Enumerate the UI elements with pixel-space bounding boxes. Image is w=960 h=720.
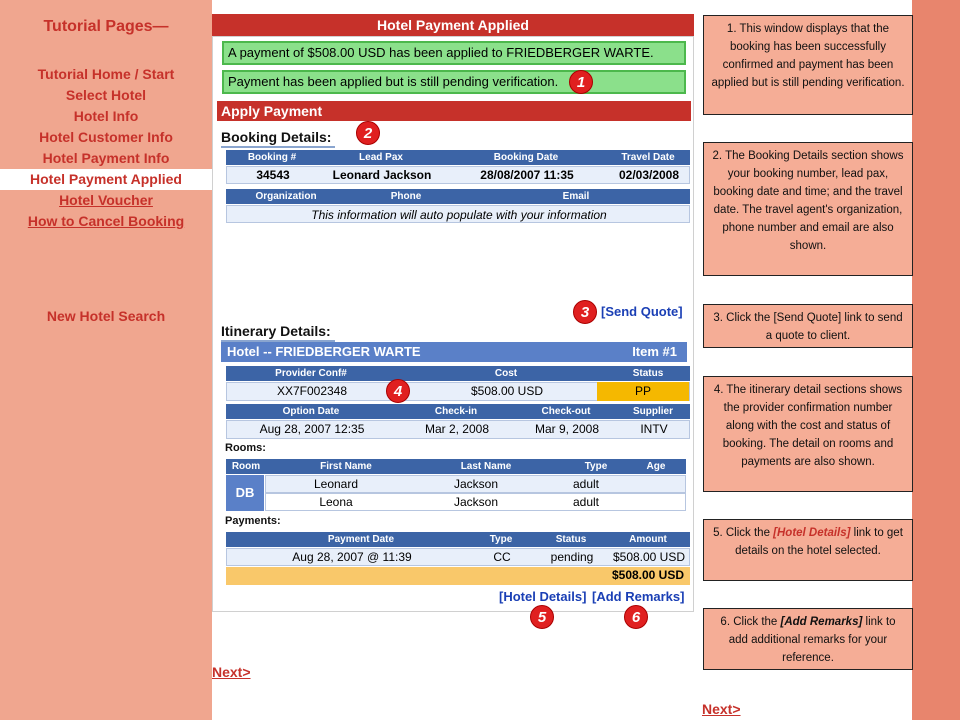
org-header-row — [226, 189, 690, 204]
marker-5: 5 — [530, 605, 554, 629]
hotel-name: Hotel -- FRIEDBERGER WARTE — [227, 344, 421, 359]
item-number: Item #1 — [632, 344, 677, 359]
payment-total-row — [226, 567, 690, 585]
callout-5-text-end: link to get details on the hotel selected. — [735, 527, 903, 557]
payment-type: CC — [493, 550, 511, 564]
booking-value-row — [226, 166, 690, 184]
guest-type: adult — [572, 477, 600, 491]
payment-status-header: Status — [555, 534, 587, 545]
next-link[interactable]: Next> — [212, 664, 251, 680]
payment-date-header: Payment Date — [327, 534, 395, 545]
check-in-header: Check-in — [434, 406, 478, 417]
next-link-right[interactable]: Next> — [702, 701, 741, 717]
supplier: INTV — [640, 422, 668, 436]
marker-2: 2 — [356, 121, 380, 145]
nav-item-hotel-payment-applied[interactable]: Hotel Payment Applied — [0, 169, 212, 190]
nav-item-hotel-payment-info[interactable]: Hotel Payment Info — [42, 150, 170, 166]
travel-date-header: Travel Date — [621, 152, 675, 163]
callout-6 — [703, 608, 913, 670]
callout-5-text: 5. Click the — [713, 527, 774, 539]
nav-item-new-hotel-search[interactable]: New Hotel Search — [46, 308, 166, 324]
first-name-header: First Name — [320, 461, 372, 472]
payment-type-header: Type — [489, 534, 513, 545]
org-note: This information will auto populate with your information — [311, 208, 607, 222]
option-date-header: Option Date — [282, 406, 340, 417]
guest-last-name: Jackson — [453, 495, 499, 509]
payment-applied-message: A payment of $508.00 USD has been applied to FRIEDBERGER WARTE. — [222, 41, 686, 65]
email-header: Email — [562, 191, 590, 202]
callout-4: 4. The itinerary detail sections shows the provider confirmation number along with the cost and status of booking. The detail on rooms and payments are also shown. — [703, 376, 913, 492]
guest-last-name: Jackson — [453, 477, 499, 491]
booking-details-label: Booking Details: — [221, 129, 332, 145]
marker-4: 4 — [386, 379, 410, 403]
guest-first-name: Leonard — [313, 477, 359, 491]
callout-6-text-end: link to add additional remarks for your reference. — [728, 616, 896, 664]
check-in: Mar 2, 2008 — [424, 422, 490, 436]
nav-item-hotel-voucher[interactable]: Hotel Voucher — [59, 192, 153, 208]
marker-6: 6 — [624, 605, 648, 629]
cost: $508.00 USD — [470, 384, 544, 398]
callout-5-link-name: [Hotel Details] — [773, 527, 851, 539]
add-remarks-link[interactable]: [Add Remarks] — [592, 589, 685, 604]
marker-1: 1 — [569, 70, 593, 94]
payment-date: Aug 28, 2007 @ 11:39 — [292, 550, 412, 564]
nav-item-select-hotel[interactable]: Select Hotel — [65, 87, 147, 103]
provider-conf-header: Provider Conf# — [275, 368, 347, 379]
payment-pending-message: Payment has been applied but is still pending verification. — [222, 70, 686, 94]
page-title: Hotel Payment Applied — [212, 14, 694, 36]
phone-header: Phone — [390, 191, 422, 202]
lead-pax: Leonard Jackson — [332, 168, 432, 182]
marker-3: 3 — [573, 300, 597, 324]
nav-item-cancel-booking[interactable]: How to Cancel Booking — [27, 213, 185, 229]
status-header: Status — [632, 368, 664, 379]
callout-1: 1. This window displays that the booking has been successfully confirmed and payment has been applied but is still pending verification. — [703, 15, 913, 115]
rooms-header-row — [226, 459, 686, 474]
callout-6-text: 6. Click the — [720, 616, 781, 628]
travel-date: 02/03/2008 — [618, 168, 680, 182]
age-header: Age — [646, 461, 666, 472]
nav-title: Tutorial Pages— — [43, 18, 169, 35]
hotel-details-link[interactable]: [Hotel Details] — [499, 589, 587, 604]
payment-status: pending — [550, 550, 594, 564]
type-header: Type — [584, 461, 608, 472]
callout-2: 2. The Booking Details section shows your booking number, lead pax, booking date and time; and the travel date. The travel agent's organization, phone number and email are also shown. — [703, 142, 913, 276]
callout-6-link-name: [Add Remarks] — [780, 616, 863, 628]
payment-screenshot — [212, 36, 694, 612]
booking-date-header: Booking Date — [493, 152, 559, 163]
room-guest-row-2 — [265, 493, 686, 511]
callout-5 — [703, 519, 913, 581]
organization-header: Organization — [255, 191, 317, 202]
check-out: Mar 9, 2008 — [534, 422, 600, 436]
guest-first-name: Leona — [319, 495, 353, 509]
option-date: Aug 28, 2007 12:35 — [259, 422, 365, 436]
itinerary-details-label: Itinerary Details: — [221, 323, 331, 339]
tutorial-nav — [0, 0, 212, 720]
cost-header: Cost — [494, 368, 518, 379]
rooms-label: Rooms: — [225, 442, 266, 454]
payment-amount: $508.00 USD — [612, 550, 686, 564]
booking-number-header: Booking # — [247, 152, 297, 163]
status-badge: PP — [597, 382, 689, 401]
option-value-row — [226, 420, 690, 439]
callout-3: 3. Click the [Send Quote] link to send a quote to client. — [703, 304, 913, 348]
payment-total: $508.00 USD — [611, 568, 685, 582]
lead-pax-header: Lead Pax — [359, 152, 403, 163]
nav-item-hotel-customer-info[interactable]: Hotel Customer Info — [39, 129, 173, 145]
guest-type: adult — [572, 495, 600, 509]
payment-value-row — [226, 548, 690, 566]
check-out-header: Check-out — [541, 406, 591, 417]
provider-header-row — [226, 366, 690, 381]
booking-date: 28/08/2007 11:35 — [480, 168, 574, 182]
option-header-row — [226, 404, 690, 419]
send-quote-link[interactable]: [Send Quote] — [601, 304, 683, 319]
booking-header-row — [226, 150, 690, 165]
payments-label: Payments: — [225, 515, 281, 527]
provider-value-row — [226, 382, 690, 401]
room-guest-row-1 — [265, 475, 686, 493]
booking-number: 34543 — [256, 168, 290, 182]
nav-item-tutorial-home[interactable]: Tutorial Home / Start — [37, 66, 175, 82]
payments-header-row — [226, 532, 690, 547]
room-header: Room — [231, 461, 261, 472]
hotel-name-bar — [221, 342, 687, 362]
amount-header: Amount — [629, 534, 667, 545]
last-name-header: Last Name — [460, 461, 512, 472]
room-code: DB — [226, 475, 264, 511]
supplier-header: Supplier — [632, 406, 673, 417]
org-value-row — [226, 205, 690, 223]
nav-item-hotel-info[interactable]: Hotel Info — [73, 108, 139, 124]
provider-conf: XX7F002348 — [276, 384, 348, 398]
apply-payment-bar: Apply Payment — [217, 101, 691, 121]
